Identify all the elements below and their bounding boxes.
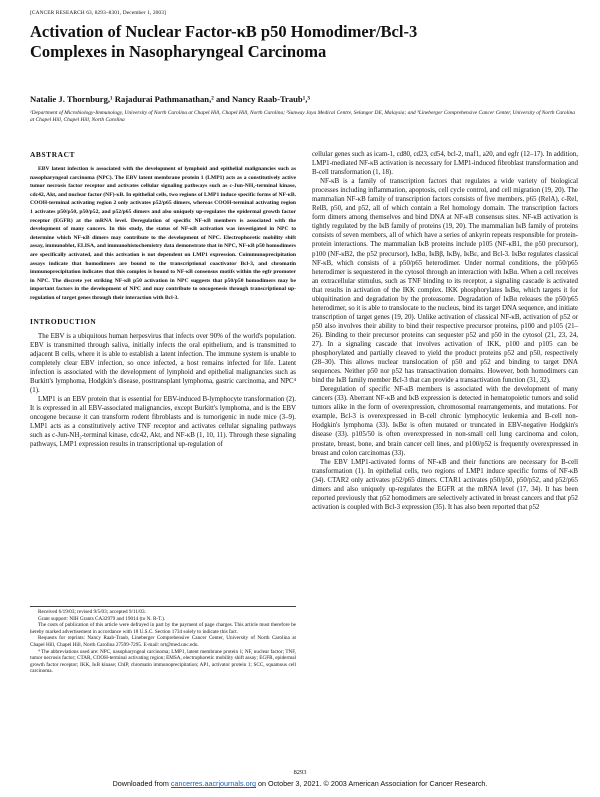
journal-link[interactable]: cancerres.aacrjournals.org bbox=[170, 779, 256, 788]
download-prefix: Downloaded from bbox=[112, 779, 171, 788]
footnotes bbox=[30, 606, 296, 675]
intro-paragraph: The EBV is a ubiquitous human herpesvirus that infects over 90% of the world's population. EBV is transmitted through saliva, initially infects the oral epithelium, and is transmitted to adjacent B cells, where it is able to establish a latent infection. The immune system is unable to completely clear EBV infection, so once infected, a host remains infected for life. Latent infection is associated with the development of lymphoid and epithelial malignancies such as Burkitt's lymphoma, Hodgkin's disease, posttransplant lymphoma, gastric carcinoma, and NPC⁴ (1). bbox=[30, 332, 296, 394]
footnote-received: Received 6/19/03; revised 9/5/03; accepted 9/11/03. bbox=[38, 609, 146, 615]
footnote-grant: Grant support: NIH Grants CA32979 and 19014 (to N. R-T.). bbox=[38, 615, 166, 622]
body-paragraph: The EBV LMP1-activated forms of NF-κB and their functions are necessary for B-cell transformation (1). In epithelial cells, two regions of LMP1 induce specific forms of NF-κB (34). CTAR2 only activates p52/p65 dimers. CTAR1 activates p50/p50, p50/p52, and p52/p65 dimers and also uniquely up-regulates the EGFR at the mRNA level (17, 34). It has been reported previously that p52 homodimers are selectively activated in breast cancers and that p52 activation is coupled with Bcl-3 expression (35). It has also been reported that p52 bbox=[312, 458, 578, 511]
footnote-abbreviations: ⁴ The abbreviations used are: NPC, nasopharyngeal carcinoma; LMP1, latent membrane protein 1; NF, nuclear factor; TNF, tumor necrosis factor; CTAR, COOH-terminal activating region; EMSA, electrophoretic mobility shift assay; EGFR, epidermal growth factor receptor; IKK, IκB kinase; ChIP, chromatin immunoprecipitation; AP1, activator protein 1; SCC, squamous cell carcinoma. bbox=[30, 648, 296, 675]
download-notice bbox=[0, 779, 600, 788]
right-column bbox=[312, 150, 578, 512]
footnote-costs: The costs of publication of this article were defrayed in part by the payment of page charges. This article must therefore be hereby marked advertisement in accordance with 18 U.S.C. Section 1734 solely to indicate this fact. bbox=[30, 622, 296, 635]
left-column bbox=[30, 150, 296, 449]
abstract-heading: ABSTRACT bbox=[30, 150, 76, 159]
journal-citation: [CANCER RESEARCH 63, 8293–8301, December 1, 2003] bbox=[30, 10, 166, 16]
download-suffix: on October 3, 2021. © 2003 American Association for Cancer Research. bbox=[256, 779, 488, 788]
body-paragraph: Deregulation of specific NF-κB members is associated with the development of many cancers (33). Aberrant NF-κB and IκB expression is detected in hematopoietic tumors and solid tumors alike in the form of overexpression, chromosomal rearrangements, and mutations. For example, Bcl-3 is overexpressed in B-cell chronic lymphocytic leukemia and B-cell non-Hodgkin's lymphoma (33). IκBα is often mutated or truncated in EBV-negative Hodgkin's disease (33). p105/50 is often overexpressed in non-small cell lung carcinoma and colon, prostate, breast, bone, and brain cancer cell lines, and p100/p52 is frequently overexpressed in breast and colon carcinomas (33). bbox=[312, 386, 578, 457]
intro-paragraph: LMP1 is an EBV protein that is essential for EBV-induced B-lymphocyte transformation (2). It is expressed in all EBV-associated malignancies, except Burkitt's lymphoma, and is the EBV oncogene because it can transform rodent fibroblasts and is tumorigenic in nude mice (3–9). LMP1 acts as a constitutively active TNF receptor and activates cellular signaling pathways such as c-Jun-NH₂-terminal kinase, cdc42, Akt, and NF-κB (1, 10, 11). Through these signaling pathways, LMP1 expression results in transcriptional up-regulation of bbox=[30, 395, 296, 449]
body-paragraph: cellular genes such as icam-1, cd80, cd23, cd54, bcl-2, tnaf1, a20, and egfr (12–17). In addition, LMP1-mediated NF-κB activation is necessary for LMP1-induced fibroblast transformation and B-cell transformation (1, 18). bbox=[312, 151, 578, 177]
page-number: 8293 bbox=[293, 769, 307, 776]
author-affiliations: ¹Department of Microbiology-Immunology, University of North Carolina at Chapel Hill, Chapel Hill, North Carolina; ²Sunway Jaya Medical Centre, Selangor DE, Malaysia; and ³Lineberger Comprehensive Cancer Center, University of North Carolina at Chapel Hill, Chapel Hill, North Carolina bbox=[30, 110, 576, 124]
abstract-text: EBV latent infection is associated with the development of lymphoid and epithelial malignancies such as nasopharyngeal carcinoma (NPC). The EBV latent membrane protein 1 (LMP1) acts as a constitutively active tumor necrosis factor receptor and activates cellular signaling pathways such as c-Jun-NH₂-terminal kinase, cdc42, Akt, and nuclear factor (NF)-κB. In epithelial cells, two regions of LMP1 induce specific forms of NF-κB. COOH-terminal activating region 2 only activates p52/p65 dimers, whereas COOH-terminal activating region 1 activates p50/p50, p50/p52, and p52/p65 dimers and also uniquely up-regulates the epidermal growth factor receptor (EGFR) at the mRNA level. Deregulation of specific NF-κB members is associated with the development of many cancers. In this study, the status of NF-κB activation was investigated in NPC to determine which NF-κB dimers may contribute to the development of NPC. Electrophoretic mobility shift assay, immunoblot, ELISA, and immunohistochemistry data demonstrate that in NPC, NF-κB p50 homodimers are specifically activated, and this activation is not dependent on LMP1 expression. Coimmunoprecipitation assays indicate that homodimers are bound to the transcriptional coactivator Bcl-3, and chromatin immunoprecipitation indicates that this complex is bound to NF-κB consensus motifs within the egfr promoter in NPC. The discrete yet striking NF-κB p50 activation in NPC suggests that p50/p50 homodimers may be important factors in the development of NPC and may contribute to oncogenesis through transcriptional up-regulation of target genes through their interaction with Bcl-3. bbox=[30, 166, 296, 301]
article-title: Activation of Nuclear Factor-κB p50 Homodimer/Bcl-3 Complexes in Nasopharyngeal Carcinoma bbox=[30, 22, 418, 61]
author-list: Natalie J. Thornburg,¹ Rajadurai Pathmanathan,² and Nancy Raab-Traub¹,³ bbox=[30, 94, 311, 104]
footnote-reprints: Requests for reprints: Nancy Raab-Traub, Lineberger Comprehensive Cancer Center, University of North Carolina at Chapel Hill, Chapel Hill, North Carolina 27599-7295. E-mail: nrt@med.unc.edu. bbox=[30, 635, 296, 648]
body-paragraph: NF-κB is a family of transcription factors that regulates a wide variety of biological processes including inflammation, apoptosis, cell cycle control, and cell migration (19, 20). The mammalian NF-κB family of transcription factors consists of five members, p65 (RelA), c-Rel, RelB, p50, and p52, all of which contain a Rel homology domain. The transcription factors form dimers among themselves and bind DNA at NF-κB consensus sites. NF-κB activation is tightly regulated by the IκB family of proteins (19, 20). The mammalian IκB family of proteins consists of seven members, all of which have a series of ankyrin repeats responsible for protein-protein interactions. The mammalian IκB proteins include p105 (NF-κB1, the p50 precursor), p100 (NF-κB2, the p52 precursor), IκBα, IκBβ, IκBγ, IκBε, and Bcl-3. IκBα regulates classical NF-κB, which consists of a p50/p65 heterodimer. Under normal conditions, the p50/p65 heterodimer is sequestered in the cytosol through an interaction with IκBα. When a cell receives an extracellular stimulus, such as TNF binding to its receptor, a signaling cascade is activated that results in activation of the IKK complex. IKK phosphorylates IκBα, which targets it for ubiquitination and degradation by the proteasome. Degradation of IκBα releases the p50/p65 heterodimer, so it is able to translocate to the nucleus, bind its target DNA sequence, and initiate transcription of target genes (19, 20). Unlike activation of classical NF-κB, activation of p52 or p50 also involves their ability to bind their respective precursor proteins, p100 and p105 (21–26). Binding to their precursor proteins can sequester p52 and p50 in the cytosol (21, 23, 24, 27). In a signaling cascade that involves activation of IKK, p100 and p105 can be phosphorylated and partially cleaved to yield the product proteins p52 and p50, respectively (28–30). This allows nuclear translocation of p50 and p52 and binding to target DNA sequences. Neither p50 nor p52 has transactivation domains. However, both homodimers can bind the IκB family member Bcl-3 that can provide a transactivation function (31, 32). bbox=[312, 178, 578, 385]
introduction-heading: INTRODUCTION bbox=[30, 316, 97, 326]
